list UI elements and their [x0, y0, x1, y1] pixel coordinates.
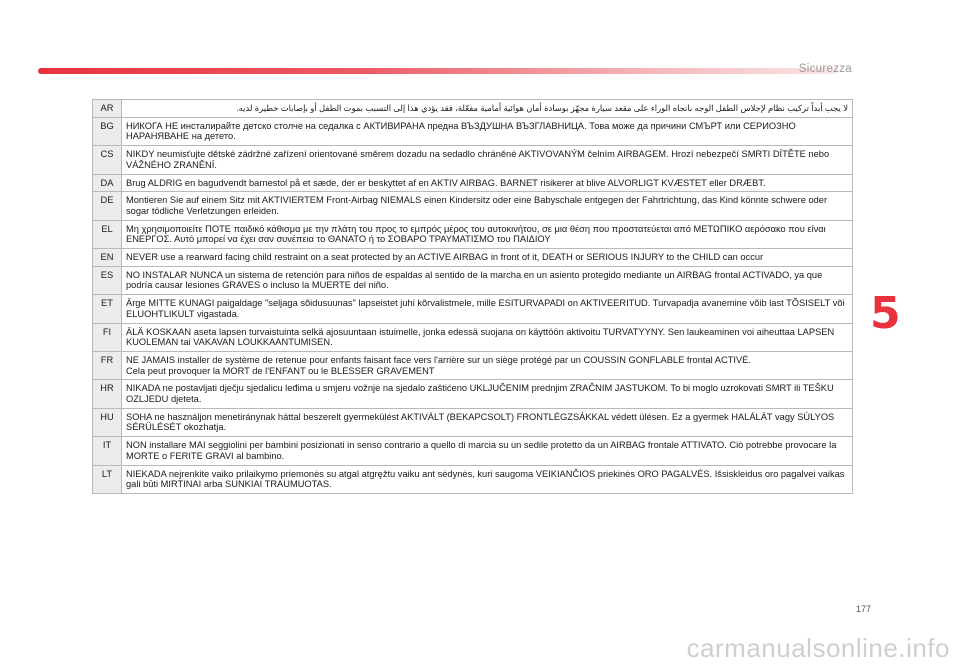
table-row: [93, 146, 853, 174]
warning-text: Montieren Sie auf einem Sitz mit AKTIVIERTEM Front-Airbag NIEMALS einen Kindersitz oder eine Babyschale entgegen der Fahrtrichtung, das Kind könnte schwere oder sogar tödliche Verletzungen erleiden.: [122, 192, 853, 220]
section-title: Sicurezza: [798, 63, 852, 75]
language-code: AR: [93, 100, 122, 118]
warning-text: NON installare MAI seggiolini per bambini posizionati in senso contrario a quello di marcia su un sedile protetto da un AIRBAG frontale ATTIVATO. Ciò potrebbe provocare la MORTE o FERITE GRAVI al bambino.: [122, 437, 853, 465]
page-number: 177: [856, 604, 872, 614]
table-row: [93, 351, 853, 379]
language-code: DE: [93, 192, 122, 220]
language-code: FR: [93, 351, 122, 379]
airbag-warning-table: [92, 99, 853, 494]
warning-text: NIKDY neumisťujte dětské zádržné zařízení orientované směrem dozadu na sedadlo chráněné AKTIVOVANÝM čelním AIRBAGEM. Hrozí nebezpečí SMRTI DÍTĚTE nebo VÁŽNÉHO ZRANĚNÍ.: [122, 146, 853, 174]
language-code: IT: [93, 437, 122, 465]
warning-text: لا يجب أبداً تركيب نظام لإجلاس الطفل الوجه باتجاه الوراء على مقعد سيارة مجهّز بوسادة أمان هوائية أمامية مفعّلة، فقد يؤدي هذا إلى التسبب بموت الطفل أو بإصابات خطيرة لديه.: [122, 100, 853, 118]
watermark: carmanualsonline.info: [686, 633, 950, 663]
table-row: [93, 249, 853, 267]
language-code: FI: [93, 323, 122, 351]
chapter-number: 5: [870, 288, 901, 339]
language-code: CS: [93, 146, 122, 174]
table-row: [93, 220, 853, 248]
table-row: [93, 408, 853, 436]
language-code: ET: [93, 295, 122, 323]
table-row: [93, 437, 853, 465]
warning-text: NEVER use a rearward facing child restraint on a seat protected by an ACTIVE AIRBAG in front of it, DEATH or SERIOUS INJURY to the CHILD can occur: [122, 249, 853, 267]
warning-text: Brug ALDRIG en bagudvendt barnestol på et sæde, der er beskyttet af en AKTIV AIRBAG. BARNET risikerer at blive ALVORLIGT KVÆSTET eller DRÆBT.: [122, 174, 853, 192]
language-code: DA: [93, 174, 122, 192]
language-code: EN: [93, 249, 122, 267]
table-row: [93, 323, 853, 351]
language-code: LT: [93, 465, 122, 493]
warning-text: Μη χρησιμοποιείτε ΠΟΤΕ παιδικό κάθισμα με την πλάτη του προς το εμπρός μέρος του αυτοκινήτου, σε μια θέση που προστατεύεται από ΜΕΤΩΠΙΚΟ αερόσακο που είναι ΕΝΕΡΓΟΣ. Αυτό μπορεί να έχει σαν συνέπεια το ΘΑΝΑΤΟ ή το ΣΟΒΑΡΟ ΤΡΑΥΜΑΤΙΣΜΟ του ΠΑΙΔΙΟΥ: [122, 220, 853, 248]
table-row: [93, 295, 853, 323]
warning-text: NIEKADA nejrenkite vaiko prilaikymo priemonės su atgal atgręžtu vaiku ant sėdynės, kuri saugoma VEIKIANČIOS priekinės ORO PAGALVĖS. Išsiskleidus oro pagalvei vaikas gali būti MIRTINAI arba SUNKIAI TRAUMUOTAS.: [122, 465, 853, 493]
warning-text: NO INSTALAR NUNCA un sistema de retención para niños de espaldas al sentido de la marcha en un asiento protegido mediante un AIRBAG frontal ACTIVADO, ya que podría causar lesiones GRAVES o incluso la MUERTE del niño.: [122, 266, 853, 294]
warning-text: Ärge MITTE KUNAGI paigaldage "seljaga sõidusuunas" lapseistet juhi kõrvalistmele, mille ESITURVAPADI on AKTIVEERITUD. Turvapadja avanemine võib last TÕSISELT või ELUOHTLIKULT vigastada.: [122, 295, 853, 323]
warning-text: ÄLÄ KOSKAAN aseta lapsen turvaistuinta selkä ajosuuntaan istuimelle, jonka edessä suojana on käyttöön aktivoitu TURVATYYNY. Sen laukeaminen voi aiheuttaa LAPSEN KUOLEMAN tai VAKAVAN LOUKKAANTUMISEN.: [122, 323, 853, 351]
warning-text: НИКОГА НЕ инсталирайте детско столче на седалка с АКТИВИРАНА предна ВЪЗДУШНА ВЪЗГЛАВНИЦА. Това може да причини СМЪРТ или СЕРИОЗНО НАРАНЯВАНЕ на детето.: [122, 117, 853, 145]
language-code: HR: [93, 380, 122, 408]
header-accent-bar: [38, 68, 838, 74]
language-code: BG: [93, 117, 122, 145]
table-row: [93, 465, 853, 493]
table-row: [93, 174, 853, 192]
language-code: EL: [93, 220, 122, 248]
language-code: ES: [93, 266, 122, 294]
table-row: [93, 380, 853, 408]
warning-text: NIKADA ne postavljati dječju sjedalicu leđima u smjeru vožnje na sjedalo zaštićeno UKLJUČENIM prednjim ZRAČNIM JASTUKOM. To bi moglo uzrokovati SMRT ili TEŠKU OZLJEDU djeteta.: [122, 380, 853, 408]
table-row: [93, 266, 853, 294]
table-row: [93, 100, 853, 118]
table-row: [93, 117, 853, 145]
warning-text: NE JAMAIS installer de système de retenue pour enfants faisant face vers l'arrière sur un siège protégé par un COUSSIN GONFLABLE frontal ACTIVÉ. Cela peut provoquer la MORT de l'ENFANT ou le BLESSER GRAVEMENT: [122, 351, 853, 379]
warning-text: SOHA ne használjon menetiránynak háttal beszerelt gyermekülést AKTIVÁLT (BEKAPCSOLT) FRONTLÉGZSÁKKAL védett ülésen. Ez a gyermek HALÁLÁT vagy SÚLYOS SÉRÜLÉSÉT okozhatja.: [122, 408, 853, 436]
table-row: [93, 192, 853, 220]
language-code: HU: [93, 408, 122, 436]
